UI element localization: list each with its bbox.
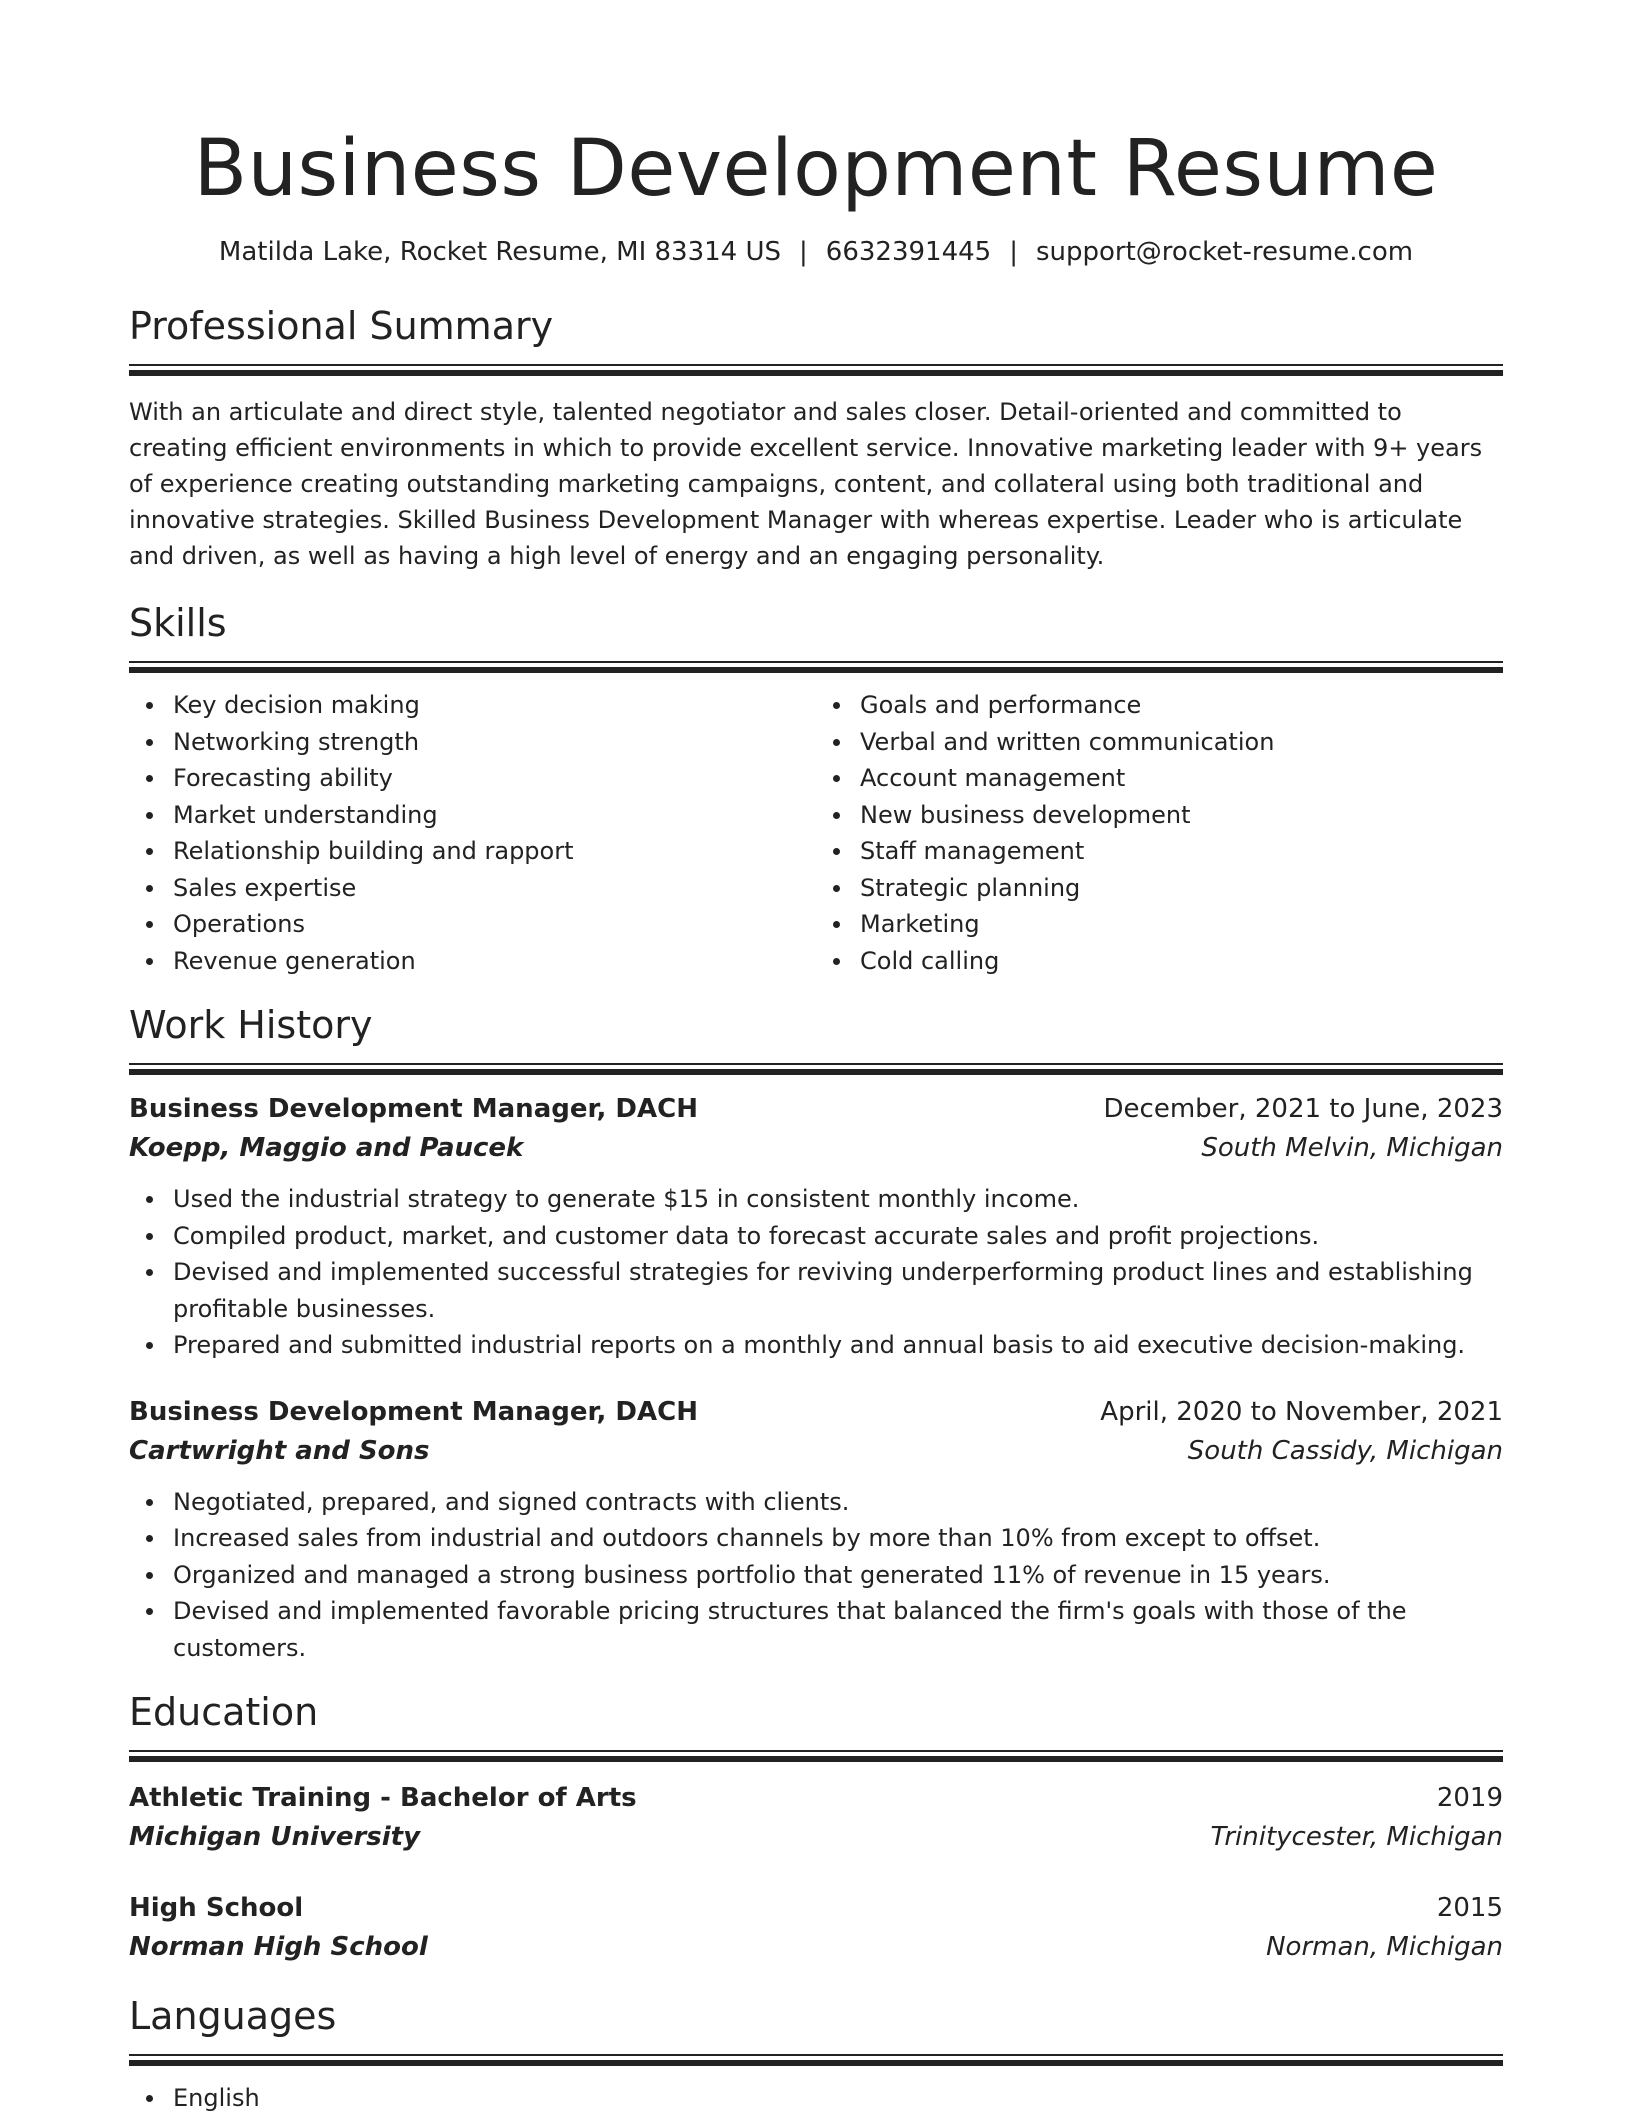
resume-title: Business Development Resume (193, 124, 1439, 214)
skill-item: Revenue generation (173, 943, 816, 980)
work-history-section (129, 1001, 1503, 1666)
job-company: Koepp, Maggio and Paucek (129, 1133, 524, 1163)
skill-item: New business development (860, 797, 1503, 834)
skill-item: Relationship building and rapport (173, 833, 816, 870)
job-location: South Cassidy, Michigan (1187, 1435, 1503, 1466)
summary-heading: Professional Summary (129, 304, 554, 348)
section-divider (129, 661, 1503, 671)
skill-item: Operations (173, 906, 816, 943)
skills-heading: Skills (129, 601, 227, 645)
education-entry (129, 1888, 1503, 1966)
job-title: Business Development Manager, DACH (129, 1396, 698, 1427)
section-divider (129, 364, 1503, 374)
job-bullet: Used the industrial strategy to generate $15 in consistent monthly income. (173, 1181, 1503, 1218)
job-bullet: Prepared and submitted industrial reports on a monthly and annual basis to aid executive decision-making. (173, 1327, 1503, 1364)
job-company-row (129, 1129, 1503, 1167)
job-entry (129, 1089, 1503, 1364)
education-heading: Education (129, 1690, 319, 1734)
job-bullet: Increased sales from industrial and outdoors channels by more than 10% from except to offset. (173, 1520, 1503, 1557)
job-dates: December, 2021 to June, 2023 (1103, 1094, 1503, 1124)
job-bullet: Devised and implemented favorable pricing structures that balanced the firm's goals with those of the customers. (173, 1593, 1503, 1666)
job-bullet: Negotiated, prepared, and signed contracts with clients. (173, 1484, 1503, 1521)
job-bullet: Devised and implemented successful strategies for reviving underperforming product lines and establishing profitable businesses. (173, 1254, 1503, 1327)
job-entry (129, 1392, 1503, 1667)
skill-item: Goals and performance (860, 687, 1503, 724)
education-section (129, 1688, 1503, 1966)
education-location: Trinitycester, Michigan (1210, 1822, 1503, 1852)
job-header-row (129, 1392, 1503, 1432)
job-bullets (129, 1181, 1503, 1364)
skill-item: Verbal and written communication (860, 724, 1503, 761)
education-header-row (129, 1888, 1503, 1928)
work-history-heading: Work History (129, 1003, 373, 1047)
education-location: Norman, Michigan (1266, 1932, 1503, 1962)
skills-list-right (816, 687, 1503, 979)
contact-phone: 6632391445 (825, 237, 992, 267)
contact-separator: | (1009, 237, 1018, 267)
job-header-row (129, 1089, 1503, 1129)
education-school-row (129, 1818, 1503, 1856)
education-degree: Athletic Training - Bachelor of Arts (129, 1783, 637, 1813)
skill-item: Market understanding (173, 797, 816, 834)
skill-item: Sales expertise (173, 870, 816, 907)
skill-item: Key decision making (173, 687, 816, 724)
education-degree: High School (129, 1893, 304, 1923)
contact-address: Matilda Lake, Rocket Resume, MI 83314 US (218, 237, 782, 267)
skills-list-left (129, 687, 816, 979)
contact-line (129, 235, 1503, 269)
contact-email[interactable]: support@rocket-resume.com (1035, 237, 1414, 267)
job-location: South Melvin, Michigan (1201, 1133, 1503, 1163)
job-title: Business Development Manager, DACH (129, 1094, 698, 1124)
skill-item: Marketing (860, 906, 1503, 943)
job-bullets (129, 1484, 1503, 1667)
skill-item: Cold calling (860, 943, 1503, 980)
skill-item: Forecasting ability (173, 760, 816, 797)
education-year: 2015 (1436, 1893, 1503, 1923)
education-entry (129, 1778, 1503, 1856)
job-company-row (129, 1432, 1503, 1470)
languages-section (129, 1992, 1503, 2117)
education-header-row (129, 1778, 1503, 1818)
language-item: English (173, 2080, 1503, 2117)
education-school: Michigan University (129, 1822, 421, 1852)
skill-item: Networking strength (173, 724, 816, 761)
section-divider (129, 1063, 1503, 1073)
job-dates: April, 2020 to November, 2021 (1100, 1396, 1503, 1427)
education-school-row (129, 1928, 1503, 1966)
section-divider (129, 2054, 1503, 2064)
contact-separator: | (799, 237, 808, 267)
skill-item: Strategic planning (860, 870, 1503, 907)
job-company: Cartwright and Sons (129, 1435, 430, 1466)
education-year: 2019 (1436, 1783, 1503, 1813)
skills-section (129, 599, 1503, 979)
summary-text: With an articulate and direct style, talented negotiator and sales closer. Detail-oriented and committed to creating efficient environments in which to provide excellent service. Innovative marketing leader with 9+ years of experience creating outstanding marketing campaigns, content, and collateral using both traditional and innovative strategies. Skilled Business Development Manager with whereas expertise. Leader who is articulate and driven, as well as having a high level of energy and an engaging personality. (129, 398, 1483, 570)
section-divider (129, 1750, 1503, 1760)
job-bullet: Compiled product, market, and customer data to forecast accurate sales and profit projections. (173, 1218, 1503, 1255)
skill-item: Staff management (860, 833, 1503, 870)
skill-item: Account management (860, 760, 1503, 797)
summary-section (129, 302, 1503, 574)
languages-list (129, 2080, 1503, 2117)
skills-columns (129, 687, 1503, 979)
job-bullet: Organized and managed a strong business portfolio that generated 11% of revenue in 15 years. (173, 1557, 1503, 1594)
languages-heading: Languages (129, 1994, 337, 2038)
education-school: Norman High School (129, 1932, 428, 1962)
